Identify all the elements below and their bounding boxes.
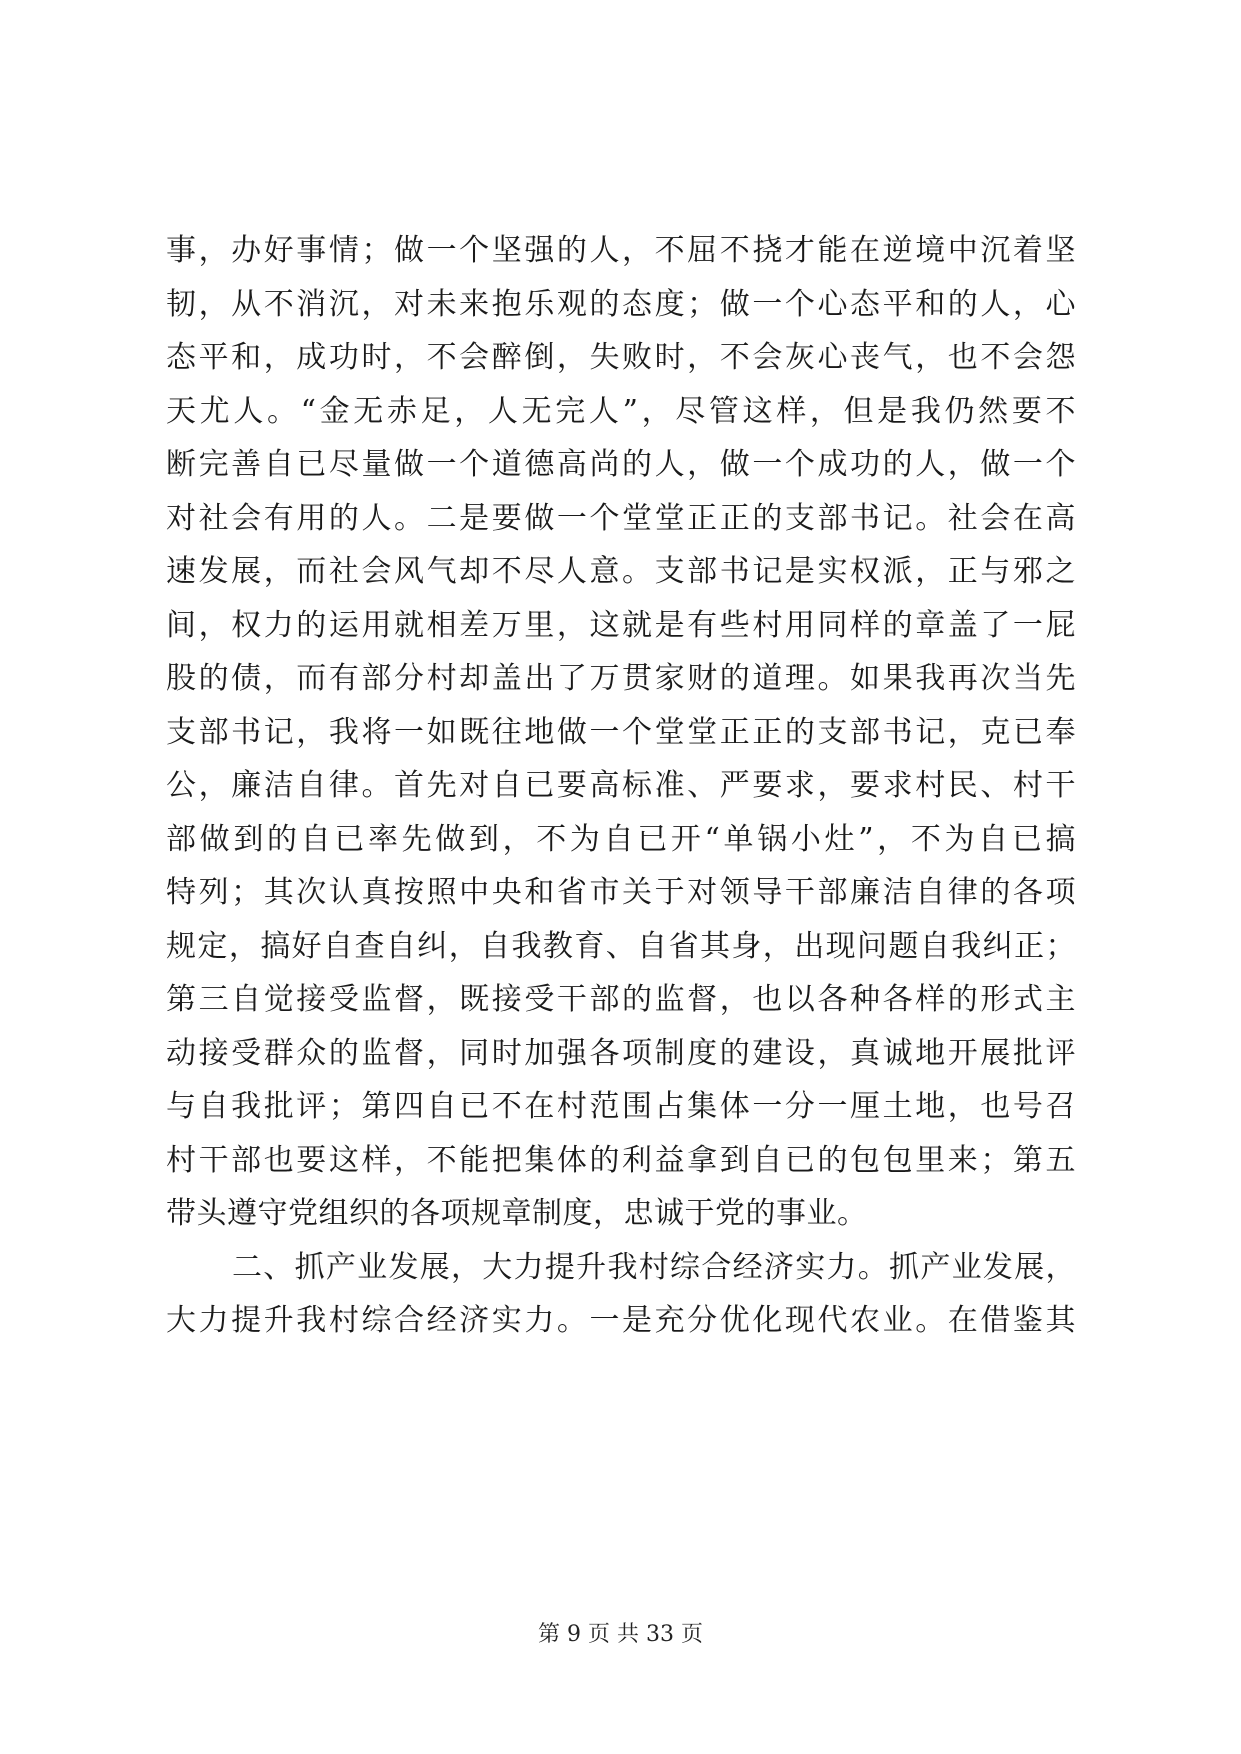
text-line: 速发展，而社会风气却不尽人意。支部书记是实权派，正与邪之 [166, 554, 1076, 589]
text-line: 间，权力的运用就相差万里，这就是有些村用同样的章盖了一屁 [166, 607, 1076, 643]
text-line: 态平和，成功时，不会醉倒，失败时，不会灰心丧气，也不会怨 [166, 340, 1076, 375]
text-line: 规定，搞好自查自纠，自我教育、自省其身，出现问题自我纠正； [166, 928, 1076, 964]
text-line: 支部书记，我将一如既往地做一个堂堂正正的支部书记，克已奉 [166, 714, 1076, 750]
text-line: 股的债，而有部分村却盖出了万贯家财的道理。如果我再次当先 [166, 661, 1076, 696]
text-line: 大力提升我村综合经济实力。一是充分优化现代农业。在借鉴其 [166, 1303, 1076, 1338]
text-line: 特列；其次认真按照中央和省市关于对领导干部廉洁自律的各项 [166, 875, 1076, 910]
text-line: 韧，从不消沉，对未来抱乐观的态度；做一个心态平和的人，心 [166, 286, 1076, 322]
text-line: 对社会有用的人。二是要做一个堂堂正正的支部书记。社会在高 [166, 500, 1076, 536]
document-body [166, 224, 1076, 1348]
text-line: 第三自觉接受监督，既接受干部的监督，也以各种各样的形式主 [166, 982, 1076, 1017]
text-line: 动接受群众的监督，同时加强各项制度的建设，真诚地开展批评 [166, 1035, 1076, 1071]
text-line: 二、抓产业发展，大力提升我村综合经济实力。抓产业发展， [232, 1249, 1076, 1285]
page-footer: 第 9 页 共 33 页 [538, 1622, 703, 1647]
text-line: 带头遵守党组织的各项规章制度，忠诚于党的事业。 [166, 1196, 868, 1231]
text-line: 天尤人。“金无赤足，人无完人”，尽管这样，但是我仍然要不 [166, 393, 1076, 429]
text-line: 断完善自已尽量做一个道德高尚的人，做一个成功的人，做一个 [166, 447, 1076, 482]
text-line: 村干部也要这样，不能把集体的利益拿到自已的包包里来；第五 [166, 1142, 1076, 1178]
text-line: 公，廉洁自律。首先对自已要高标准、严要求，要求村民、村干 [166, 768, 1076, 803]
text-line: 部做到的自已率先做到，不为自已开“单锅小灶”，不为自已搞 [166, 821, 1076, 857]
text-line: 与自我批评；第四自已不在村范围占集体一分一厘土地，也号召 [166, 1089, 1076, 1124]
text-line: 事，办好事情；做一个坚强的人，不屈不挠才能在逆境中沉着坚 [166, 233, 1076, 268]
